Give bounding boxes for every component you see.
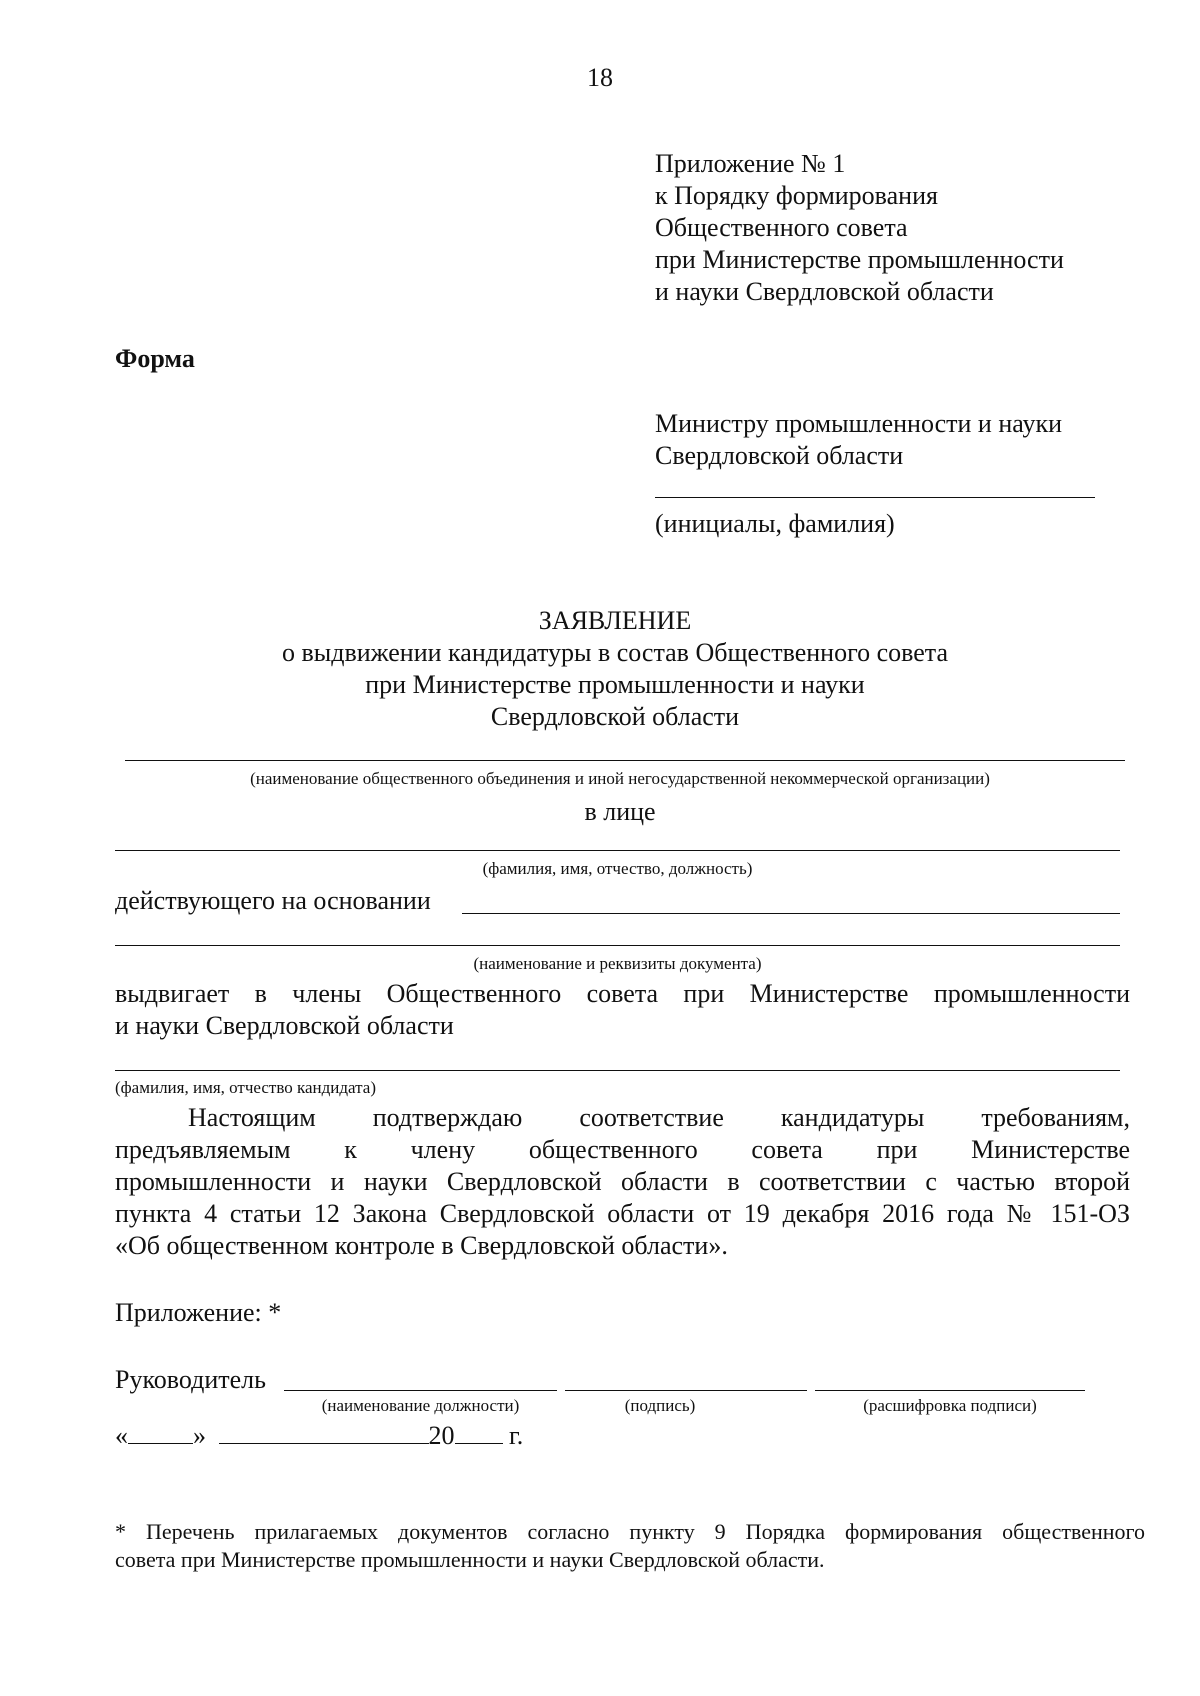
position-caption: (наименование должности) bbox=[321, 1396, 520, 1415]
addressee-line-2: Свердловской области bbox=[655, 441, 904, 470]
organization-field[interactable] bbox=[125, 760, 1125, 761]
addressee-name-field[interactable] bbox=[655, 497, 1095, 498]
decoding-caption: (расшифровка подписи) bbox=[863, 1396, 1037, 1415]
day-field[interactable] bbox=[128, 1423, 193, 1444]
confirmation-line-1: Настоящим подтверждаю соответствие кандидатуры требованиям, bbox=[188, 1103, 1130, 1132]
acting-basis-field-2[interactable] bbox=[115, 945, 1120, 946]
statement-title bbox=[100, 605, 1130, 733]
footnote-line-2: совета при Министерстве промышленности и науки Свердловской области. bbox=[115, 1547, 825, 1572]
form-label: Форма bbox=[115, 344, 195, 373]
organization-caption: (наименование общественного объединения и иной негосударственной некоммерческой организации) bbox=[250, 769, 990, 788]
appendix-line-4: при Министерстве промышленности bbox=[655, 245, 1064, 274]
footnote-line-1: * Перечень прилагаемых документов согласно пункту 9 Порядка формирования общественного bbox=[115, 1519, 1145, 1544]
statement-title-line-2: при Министерстве промышленности и науки bbox=[365, 670, 865, 699]
date-line bbox=[115, 1420, 523, 1452]
confirmation-line-5: «Об общественном контроле в Свердловской области». bbox=[115, 1231, 728, 1260]
statement-title-line-1: о выдвижении кандидатуры в состав Общественного совета bbox=[281, 638, 949, 667]
confirmation-line-2: предъявляемым к члену общественного совета при Министерстве bbox=[115, 1135, 1130, 1164]
signature-decoding-field[interactable] bbox=[815, 1390, 1085, 1391]
year-suffix: г. bbox=[509, 1421, 524, 1450]
acting-basis-field[interactable] bbox=[462, 913, 1120, 914]
candidate-caption: (фамилия, имя, отчество кандидата) bbox=[115, 1078, 377, 1097]
date-close-quote: » bbox=[193, 1421, 206, 1450]
appendix-line-3: Общественного совета bbox=[655, 213, 908, 242]
candidate-field[interactable] bbox=[115, 1070, 1120, 1071]
document-caption: (наименование и реквизиты документа) bbox=[473, 954, 762, 973]
date-open-quote: « bbox=[115, 1421, 128, 1450]
addressee-caption: (инициалы, фамилия) bbox=[655, 509, 895, 538]
addressee-block bbox=[655, 408, 1155, 472]
in-person-label: в лице bbox=[584, 797, 656, 826]
year-prefix: 20 bbox=[428, 1421, 455, 1450]
head-label: Руководитель bbox=[115, 1365, 266, 1394]
addressee-line-1: Министру промышленности и науки bbox=[655, 409, 1062, 438]
acting-basis-label: действующего на основании bbox=[115, 886, 431, 915]
appendix-line-5: и науки Свердловской области bbox=[655, 277, 994, 306]
nominates-line-2: и науки Свердловской области bbox=[115, 1011, 454, 1040]
appendix-line-2: к Порядку формирования bbox=[655, 181, 938, 210]
confirmation-line-4: пункта 4 статьи 12 Закона Свердловской области от 19 декабря 2016 года № 151-ОЗ bbox=[115, 1199, 1130, 1228]
statement-title-line-3: Свердловской области bbox=[490, 702, 740, 731]
representative-caption: (фамилия, имя, отчество, должность) bbox=[482, 859, 753, 878]
year-field[interactable] bbox=[455, 1423, 503, 1444]
confirmation-line-3: промышленности и науки Свердловской области в соответствии с частью второй bbox=[115, 1167, 1130, 1196]
statement-heading: ЗАЯВЛЕНИЕ bbox=[538, 606, 692, 635]
attachment-label: Приложение: * bbox=[115, 1298, 282, 1327]
footnote bbox=[115, 1518, 1145, 1574]
appendix-line-1: Приложение № 1 bbox=[655, 149, 846, 178]
position-field[interactable] bbox=[284, 1390, 557, 1391]
appendix-block bbox=[655, 148, 1155, 308]
representative-field[interactable] bbox=[115, 850, 1120, 851]
nominates-line-1: выдвигает в члены Общественного совета при Министерстве промышленности bbox=[115, 979, 1130, 1008]
page-number: 18 bbox=[587, 63, 613, 92]
signature-field[interactable] bbox=[565, 1390, 807, 1391]
signature-caption: (подпись) bbox=[624, 1396, 696, 1415]
month-field[interactable] bbox=[219, 1423, 429, 1444]
